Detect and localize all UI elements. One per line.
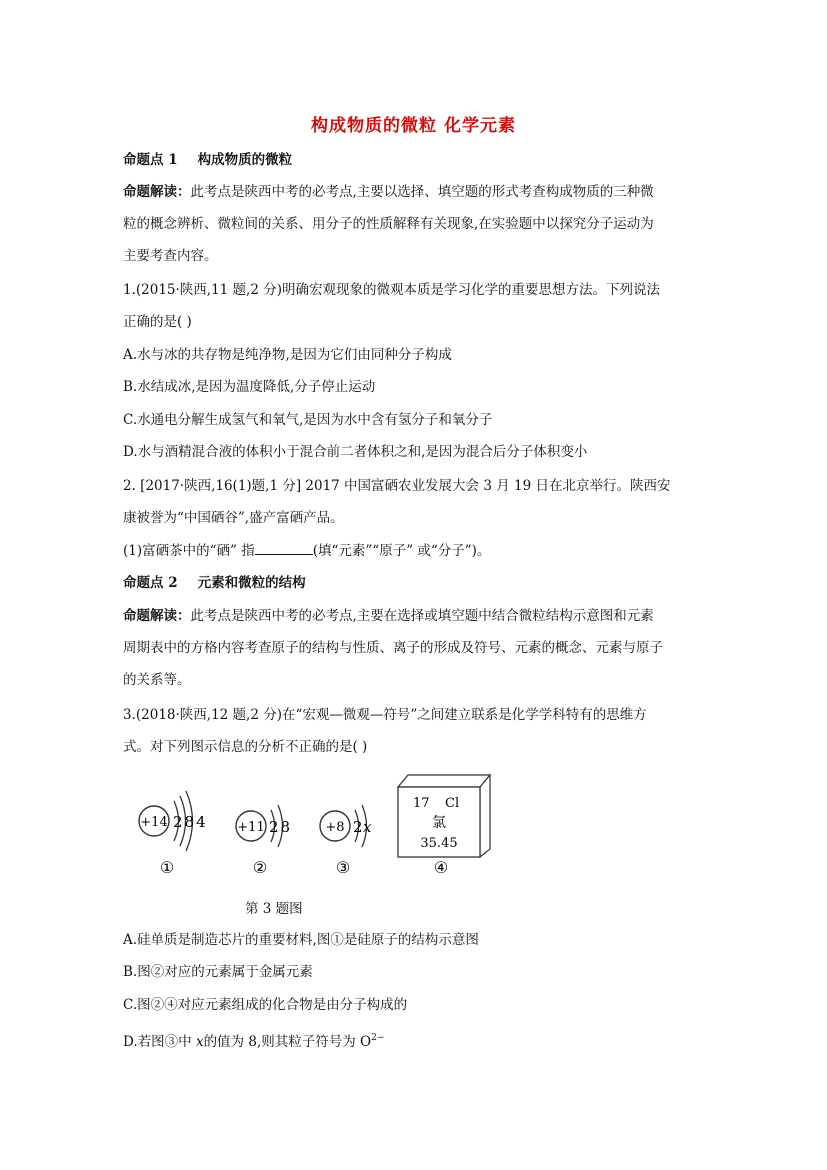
question-2-sub	[123, 540, 723, 561]
analysis-label: 命题解读：	[123, 608, 191, 624]
analysis-text: 此考点是陕西中考的必考点,主要在选择或填空题中结合微粒结构示意图和元素	[190, 608, 654, 624]
question-1-text: 正确的是( )	[123, 314, 192, 330]
option-c: C.图②④对应元素组成的化合物是由分子构成的	[123, 997, 408, 1013]
atom-diagram-3	[320, 805, 372, 877]
section-number: 命题点 2	[123, 575, 178, 591]
figure-caption: 第 3 题图	[245, 901, 303, 917]
atomic-mass: 35.45	[420, 836, 458, 851]
section-heading-2	[123, 573, 723, 593]
electron-counts: 284	[173, 813, 208, 831]
question-1-text: 1.(2015·陕西,11 题,2 分)明确宏观现象的微观本质是学习化学的重要思想方法。下列说法	[123, 282, 660, 298]
section-title: 元素和微粒的结构	[197, 575, 306, 591]
analysis-line: 主要考查内容。	[123, 248, 218, 264]
section-number: 命题点 1	[123, 152, 178, 168]
answer-blank[interactable]	[255, 540, 313, 555]
question-3-text: 3.(2018·陕西,12 题,2 分)在“宏观—微观—符号”之间建立联系是化学学科特有的思维方	[123, 707, 647, 723]
atomic-number: 17	[413, 796, 430, 811]
analysis-line: 的关系等。	[123, 672, 191, 688]
ion-charge: 2−	[371, 1033, 385, 1043]
nucleus-charge: +8	[325, 820, 345, 835]
option-d: D.水与酒精混合液的体积小于混合前二者体积之和,是因为混合后分子体积变小	[123, 444, 588, 460]
electron-counts: 28	[269, 818, 293, 836]
option-text: D.若图③中	[123, 1034, 196, 1050]
sub-question-text: (填“元素”“原子” 或“分子”)。	[312, 543, 491, 559]
periodic-table-cell	[398, 775, 490, 877]
figure-label: ③	[335, 858, 351, 877]
option-b: B.图②对应的元素属于金属元素	[123, 964, 313, 980]
section-heading-1	[123, 150, 723, 170]
electron-variable: x	[363, 818, 372, 836]
nucleus-charge: +14	[140, 815, 168, 830]
option-a: A.水与冰的共存物是纯净物,是因为它们由同种分子构成	[123, 347, 452, 363]
analysis-line	[123, 606, 723, 626]
option-c: C.水通电分解生成氢气和氧气,是因为水中含有氢分子和氧分子	[123, 412, 493, 428]
section-title: 构成物质的微粒	[197, 152, 293, 168]
figure-label: ④	[433, 858, 449, 877]
option-d	[123, 1028, 723, 1052]
element-name: 氯	[432, 815, 446, 831]
electron-count: 2	[353, 818, 363, 836]
variable: x	[195, 1034, 204, 1050]
question-2-text: 2. [2017·陕西,16(1)题,1 分] 2017 中国富硒农业发展大会 3 月 19 日在北京举行。陕西安	[123, 478, 671, 494]
analysis-text: 此考点是陕西中考的必考点,主要以选择、填空题的形式考查构成物质的三种微	[190, 184, 654, 200]
analysis-line	[123, 182, 723, 202]
figure-label: ②	[252, 858, 268, 877]
element-symbol: Cl	[445, 796, 460, 811]
analysis-line: 粒的概念辨析、微粒间的关系、用分子的性质解释有关现象,在实验题中以探究分子运动为	[123, 216, 654, 232]
page-title: 构成物质的微粒 化学元素	[311, 116, 516, 136]
nucleus-charge: +11	[237, 820, 265, 835]
sub-question-text: (1)富硒茶中的“硒” 指	[123, 543, 255, 559]
atom-diagram-1	[139, 791, 208, 877]
atom-structure-figure	[123, 770, 523, 885]
option-a: A.硅单质是制造芯片的重要材料,图①是硅原子的结构示意图	[123, 932, 479, 948]
question-3-text: 式。对下列图示信息的分析不正确的是( )	[123, 739, 368, 755]
analysis-line: 周期表中的方格内容考查原子的结构与性质、离子的形成及符号、元素的概念、元素与原子	[123, 640, 663, 656]
option-text: 的值为 8,则其粒子符号为 O	[203, 1034, 372, 1050]
analysis-label: 命题解读：	[123, 184, 191, 200]
figure-label: ①	[159, 858, 175, 877]
atom-diagram-2	[236, 805, 292, 877]
option-b: B.水结成冰,是因为温度降低,分子停止运动	[123, 379, 376, 395]
question-2-text: 康被誉为“中国硒谷”,盛产富硒产品。	[123, 510, 344, 526]
